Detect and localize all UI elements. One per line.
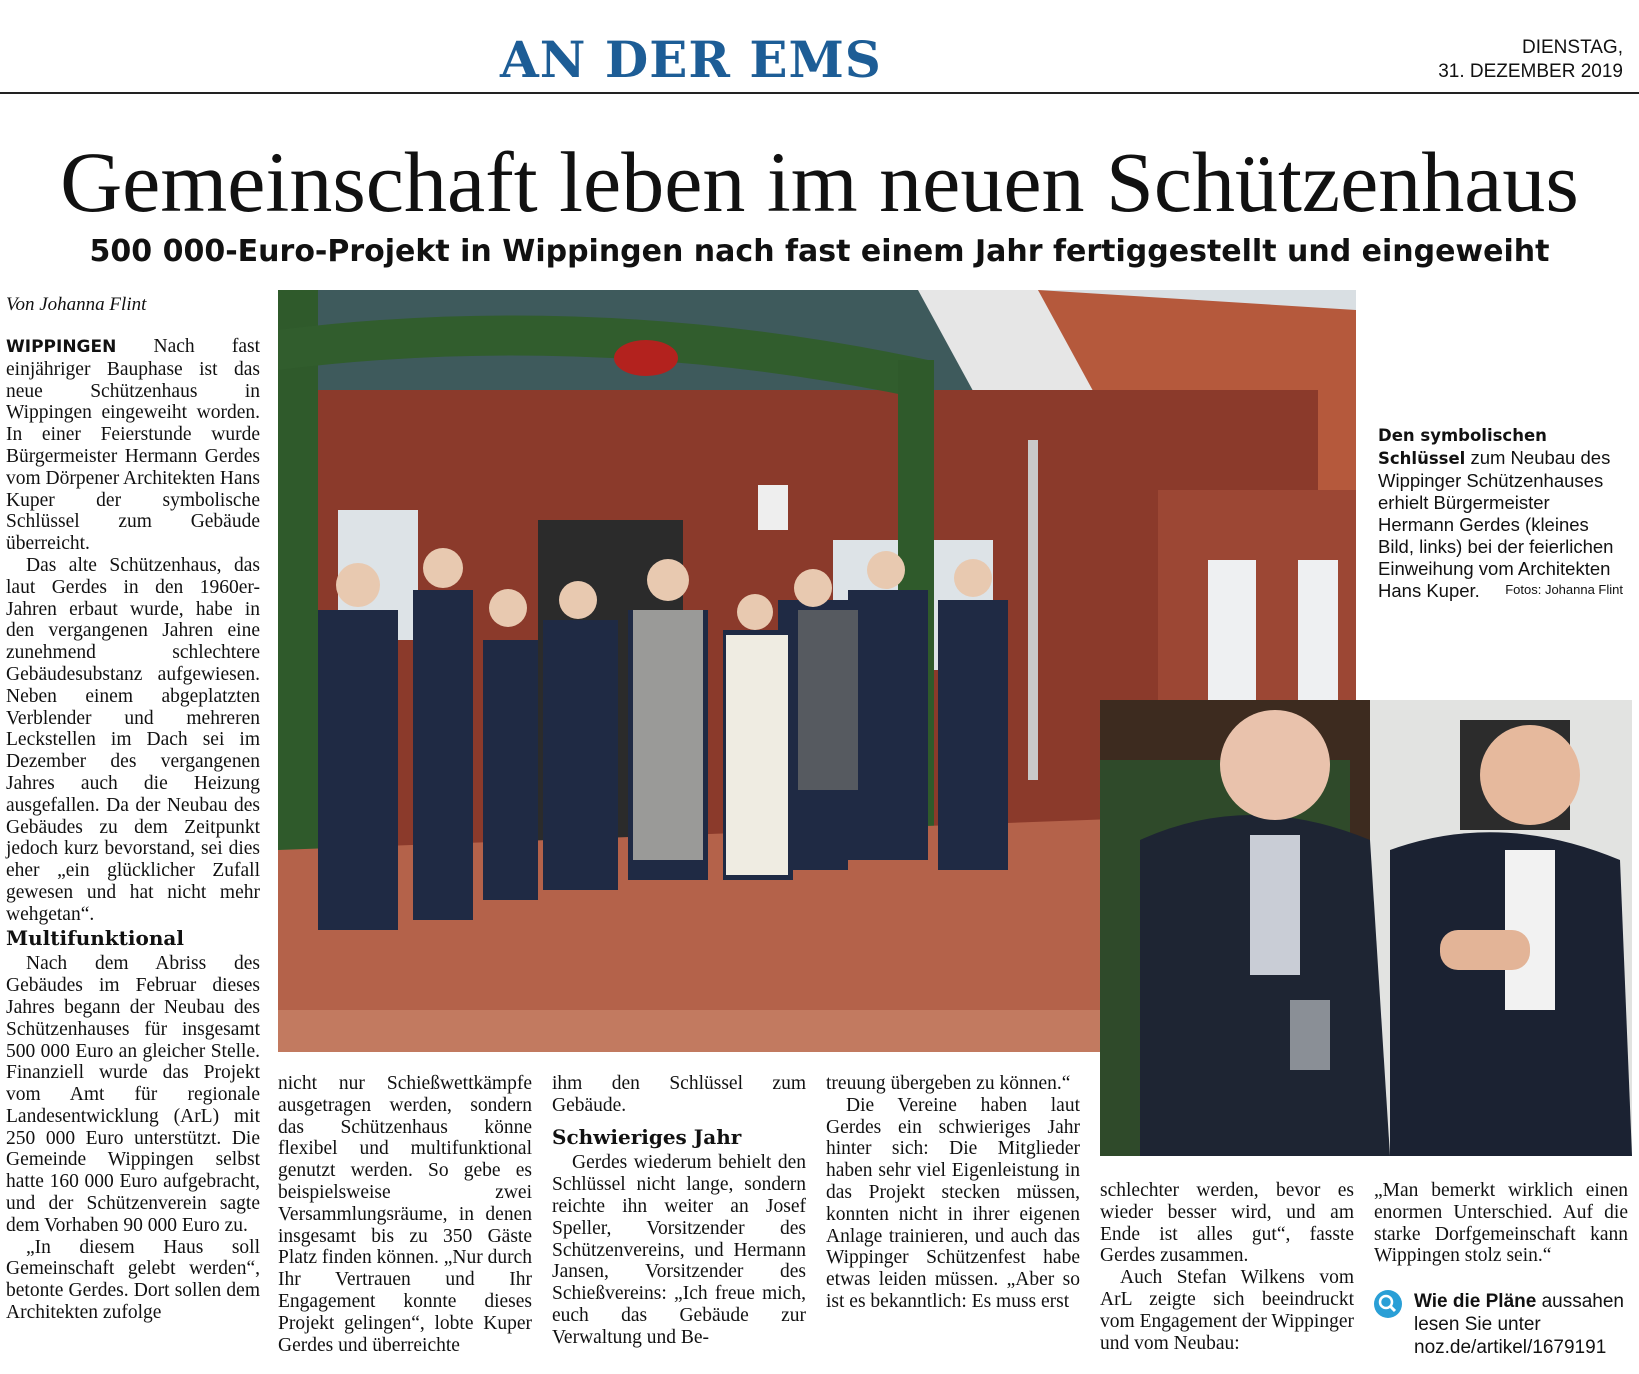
issue-date-text: 31. DEZEMBER 2019 — [1438, 61, 1623, 82]
article-column-5 — [1100, 1180, 1354, 1354]
article-paragraph: „In diesem Haus soll Gemeinschaft gelebt werden“, betonte Gerdes. Dort sollen dem Architekten zufolge — [6, 1236, 260, 1324]
article-paragraph: ihm den Schlüssel zum Gebäude. — [552, 1073, 806, 1116]
article-column-1 — [6, 336, 260, 1324]
promo-link[interactable]: noz.de/artikel/1679191 — [1414, 1337, 1607, 1358]
article-paragraph: Gerdes wiederum behielt den Schlüssel nicht lange, sondern reichte ihn weiter an Josef Speller, Vorsitzender des Schützenvereins, und Hermann Jansen, Vorsitzender des Schießvereins: „Ich freue mich, euch das Gebäude zur Verwaltung und Be- — [552, 1152, 806, 1348]
photo-credit: Fotos: Johanna Flint — [1505, 582, 1623, 597]
issue-date — [1438, 36, 1623, 84]
inset-photo-image — [1100, 700, 1632, 1156]
online-promo — [1414, 1290, 1634, 1359]
article-column-6 — [1374, 1180, 1628, 1267]
article-paragraph: Auch Stefan Wilkens vom ArL zeigte sich beeindruckt vom Engagement der Wippinger und vom Neubau: — [1100, 1267, 1354, 1354]
article-paragraph: Das alte Schützenhaus, das laut Gerdes in den 1960er-Jahren erbaut wurde, habe in den vergangenen Jahren eine zunehmend schlechtere Gebäudesubstanz aufgewiesen. Neben einem abgeplatzten Verblender und mehreren Leckstellen im Dach sei im Dezember des vergangenen Jahres auch die Heizung ausgefallen. Da der Neubau des Gebäudes zu dem Zeitpunkt jedoch kurz bevorstand, sei dies eher „ein glücklicher Zufall gewesen und hat nicht mehr wehgetan“. — [6, 554, 260, 925]
caption-text: zum Neubau des Wippinger Schützenhauses erhielt Bürgermeister Hermann Gerdes (kleines Bild, links) bei der feierlichen Einweihung vom Architekten Hans Kuper. — [1378, 447, 1614, 601]
byline: Von Johanna Flint — [6, 294, 147, 315]
magnifier-icon — [1374, 1290, 1402, 1318]
headline: Gemeinschaft leben im neuen Schützenhaus — [60, 134, 1579, 230]
article-column-4 — [826, 1073, 1080, 1313]
issue-weekday: DIENSTAG, — [1522, 37, 1623, 58]
article-paragraph: nicht nur Schießwettkämpfe ausgetragen werden, sondern das Schützenhaus könne flexibel und multifunktional genutzt werden. So gebe es beispielsweise zwei Versammlungsräume, in denen insgesamt bis zu 350 Gäste Platz finden können. „Nur durch Ihr Vertrauen und Ihr Engagement konnte dieses Projekt gelingen“, lobte Kuper Gerdes und überreichte — [278, 1073, 532, 1356]
article-paragraph: Nach dem Abriss des Gebäudes im Februar dieses Jahres begann der Neubau des Schützenhauses für insgesamt 500 000 Euro an gleicher Stelle. Finanziell wurde das Projekt vom Amt für regionale Landesentwicklung (ArL) mit 250 000 Euro unterstützt. Die Gemeinde Wippingen selbst hatte 160 000 Euro aufgebracht, und der Schützenverein sagte dem Vorhaben 90 000 Euro zu. — [6, 953, 260, 1236]
dateline: WIPPINGEN — [6, 337, 117, 357]
subhead-schwieriges-jahr: Schwieriges Jahr — [552, 1124, 742, 1149]
promo-bold: Wie die Pläne — [1414, 1291, 1537, 1312]
article-paragraph: schlechter werden, bevor es wieder besser wird, und am Ende ist alles gut“, fasste Gerdes zusammen. — [1100, 1180, 1354, 1267]
article-column-3 — [552, 1073, 806, 1349]
article-paragraph — [6, 336, 260, 555]
caption-bold: Den symbolischen Schlüssel — [1378, 426, 1547, 468]
paragraph-text: Nach fast einjähriger Bauphase ist das neue Schützenhaus in Wippingen eingeweiht worden. In einer Feierstunde wurde Bürgermeister Hermann Gerdes vom Dörpener Architekten Hans Kuper der symbolische Schlüssel zum Gebäude überreicht. — [6, 336, 260, 555]
promo-text-2: lesen Sie unter — [1414, 1314, 1541, 1335]
subhead-multifunktional: Multifunktional — [6, 925, 184, 950]
article-column-2 — [278, 1073, 532, 1356]
header-rule — [0, 92, 1639, 94]
photo-caption — [1378, 424, 1628, 602]
promo-text-1: aussahen — [1541, 1291, 1624, 1312]
article-paragraph: treuung übergeben zu können.“ — [826, 1073, 1071, 1094]
article-paragraph: Die Vereine haben laut Gerdes ein schwieriges Jahr hinter sich: Die Mitglieder haben sehr viel Eigenleistung in das Projekt stecken müssen, konnten nicht in ihrer eigenen Anlage trainieren, und auch das Wippinger Schützenfest habe etwas leiden müssen. „Aber so ist es bekanntlich: Es muss erst — [826, 1094, 1080, 1312]
subheadline: 500 000-Euro-Projekt in Wippingen nach fast einem Jahr fertiggestellt und eingeweiht — [89, 234, 1550, 269]
inset-photo — [1100, 700, 1632, 1156]
section-title: AN DER EMS — [500, 30, 882, 89]
article-paragraph: „Man bemerkt wirklich einen enormen Unterschied. Auf die starke Dorfgemeinschaft kann Wippingen stolz sein.“ — [1374, 1180, 1628, 1267]
